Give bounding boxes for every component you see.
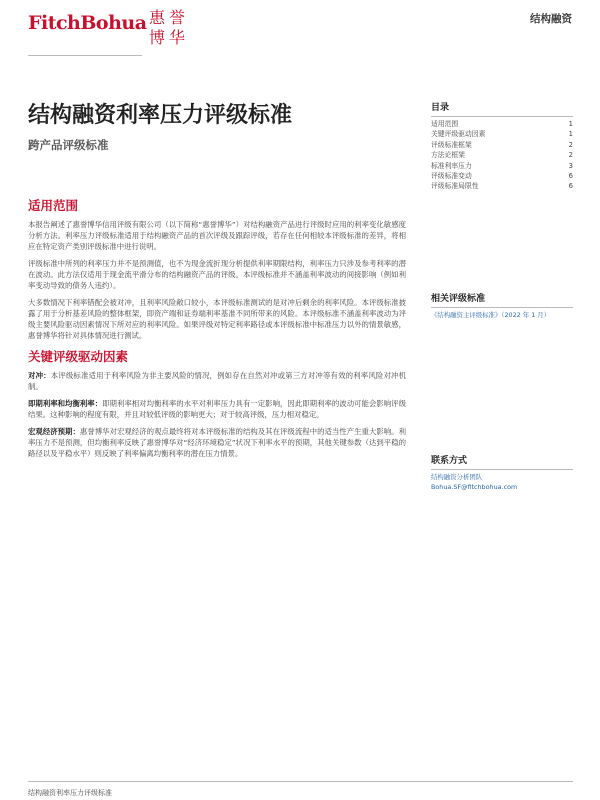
page-title: 结构融资利率压力评级标准 [28, 103, 293, 128]
scope-paragraph-2: 评级标准中所列的利率压力并不是预测值，也不为现金流折现分析提供利率期限结构，利率压力只涉及参考利率的潜在波动。此方法仅适用于现金流平滑分布的结构融资产品的评级。本评级标准并不涵盖利率波动的间接影响（例如利率变动导致的债务人违约）。 [28, 259, 406, 290]
toc-item[interactable]: 适用范围 1 [431, 120, 573, 128]
contact-email-link[interactable]: Bohua.SF@fitchbohua.com [431, 483, 518, 491]
svg-text:华: 华 [169, 28, 186, 46]
section-heading-scope: 适用范围 [28, 198, 79, 213]
contact-info [431, 453, 573, 492]
svg-text:博: 博 [149, 28, 166, 46]
toc-heading: 目录 [431, 103, 450, 113]
related-divider [431, 307, 573, 308]
toc-item[interactable]: 方法论框架 2 [431, 151, 573, 160]
footer-divider [28, 781, 573, 782]
toc-item[interactable]: 评级标准局限性 6 [431, 182, 573, 191]
toc-item[interactable]: 评级标准变动 6 [431, 172, 573, 181]
svg-text:誉: 誉 [169, 8, 186, 27]
scope-paragraph-3: 大多数情况下利率错配会被对冲，且利率风险敞口较小，本评级标准测试的是对冲后剩余的利率风险。本评级标准披露了用于分析基差风险的整体框架，即资产端和证券端利率基准不同所带来的风险。本评级标准不涵盖利率波动为评级主要风险驱动因素情况下所对应的利率风险。如果评级对特定利率路径或本评级标准中标准压力以外的情景敏感，惠誉博华将针对具体情况进行测试。 [28, 298, 406, 340]
header-divider [28, 55, 142, 56]
related-criteria [431, 291, 573, 320]
page-subtitle: 跨产品评级标准 [28, 138, 109, 152]
contact-team-link[interactable]: 结构融资分析团队 [431, 473, 483, 481]
footer-text: 结构融资利率压力评级标准 [28, 789, 112, 797]
contact-divider [431, 469, 573, 470]
main-content [28, 196, 406, 465]
driver-rates: 即期利率和均衡利率：即期利率相对均衡利率的水平对利率压力具有一定影响，因此即期利率的波动可能会影响评级结果。这种影响的程度有限，并且对较低评级的影响更大；对于较高评级，压力相对稳定。 [28, 399, 406, 419]
driver-macro: 宏观经济预期：惠誉博华对宏观经济的观点最终将对本评级标准的结构及其在评级流程中的适当性产生重大影响。利率压力不是预测，但均衡利率反映了惠誉博华对“经济环境稳定”状况下利率水平的预期，其他关键参数（达到平稳的路径以及平稳水平）则反映了利率偏离均衡利率的潜在压力情景。 [28, 427, 406, 458]
logo-text: FitchBohua [28, 12, 147, 34]
toc-item[interactable]: 评级标准框架 2 [431, 140, 573, 149]
scope-paragraph-1: 本报告阐述了惠誉博华信用评级有限公司（以下简称“惠誉博华”）对结构融资产品进行评级时应用的利率变化敏感度分析方法。利率压力评级标准适用于结构融资产品的首次评级及跟踪评级，若存在任何相较本评级标准的差异，将相应在特定资产类别评级标准中进行说明。 [28, 220, 406, 251]
section-heading-drivers: 关键评级驱动因素 [28, 349, 129, 364]
header-section-label: 结构融资 [530, 13, 572, 25]
related-heading: 相关评级标准 [431, 294, 486, 304]
logo-seal-icon [146, 6, 192, 46]
driver-hedging: 对冲：本评级标准适用于利率风险为非主要风险的情况，例如存在自然对冲或第三方对冲等有效的利率风险对冲机制。 [28, 371, 406, 391]
toc-item[interactable]: 标准利率压力 3 [431, 161, 573, 170]
toc-divider [431, 116, 573, 117]
related-criteria-link[interactable]: 《结构融资主评级标准》（2022 年 1 月） [431, 311, 551, 319]
toc-item[interactable]: 关键评级驱动因素 1 [431, 130, 573, 139]
table-of-contents [431, 100, 573, 192]
contact-heading: 联系方式 [431, 456, 468, 466]
svg-text:惠: 惠 [149, 8, 166, 27]
